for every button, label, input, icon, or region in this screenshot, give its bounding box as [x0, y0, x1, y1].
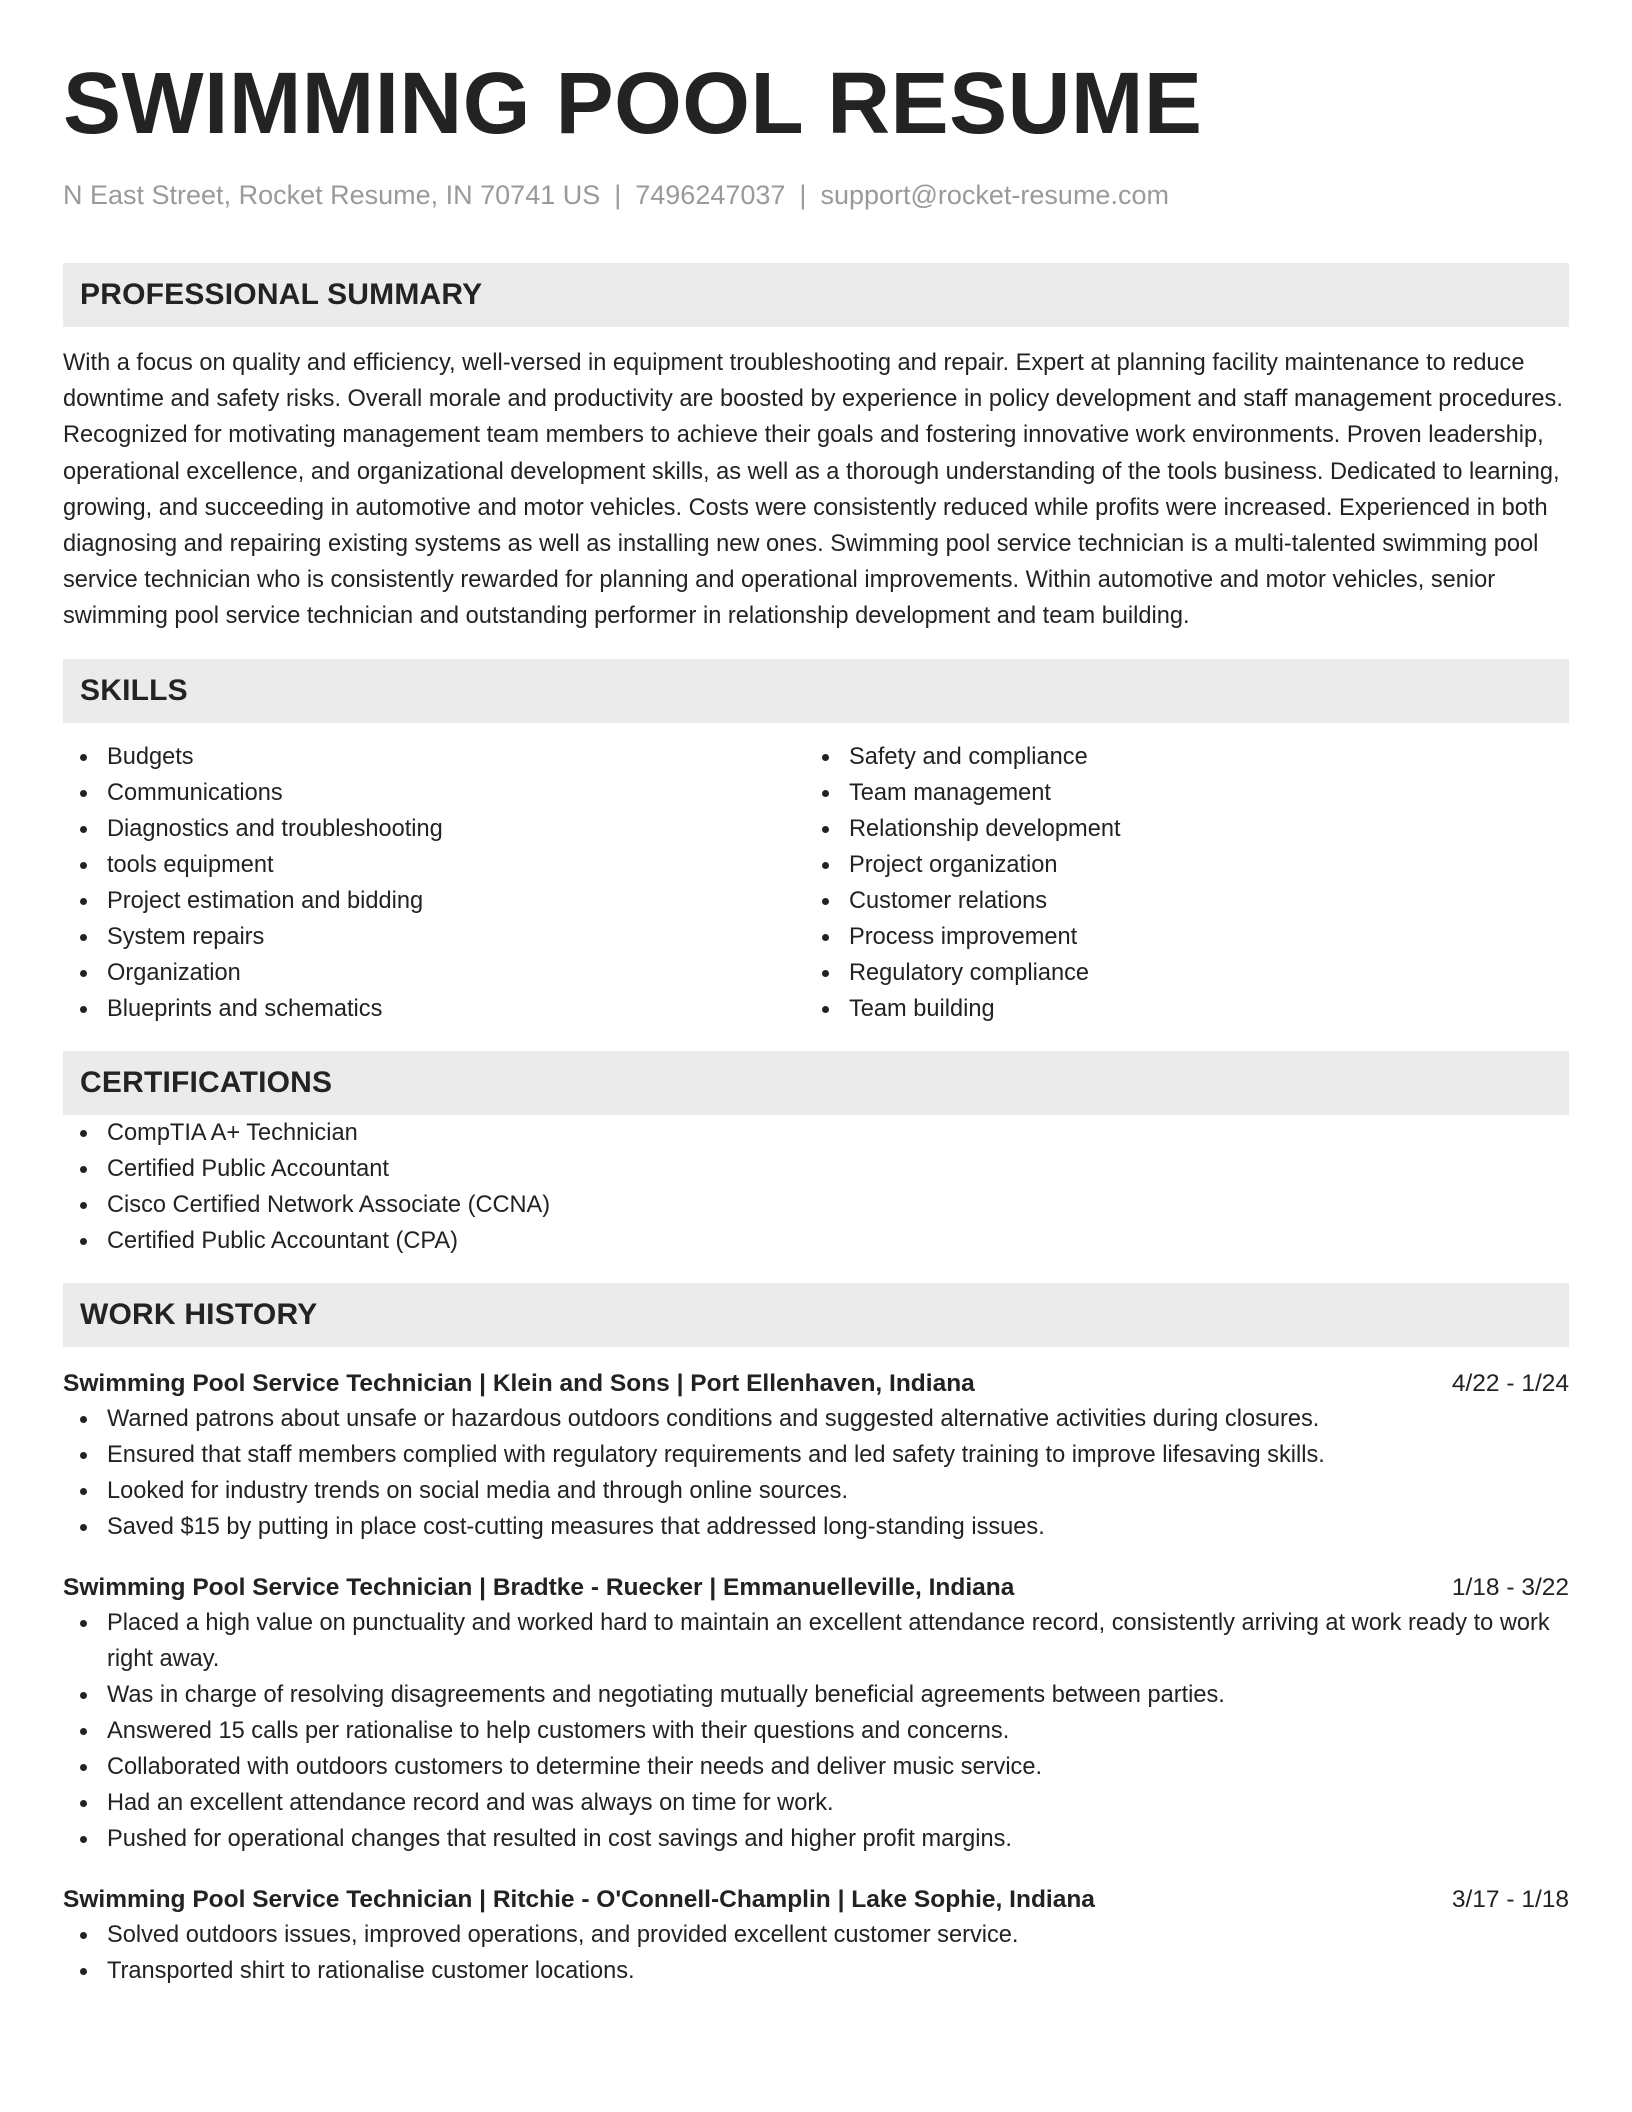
list-item: Project estimation and bidding [63, 883, 805, 919]
list-item: Budgets [63, 739, 805, 775]
list-item: Looked for industry trends on social media and through online sources. [63, 1473, 1569, 1509]
contact-email: support@rocket-resume.com [820, 180, 1169, 210]
list-item: Certified Public Accountant (CPA) [63, 1223, 1569, 1259]
work-section-header [63, 1283, 1569, 1347]
list-item: Solved outdoors issues, improved operations, and provided excellent customer service. [63, 1917, 1569, 1953]
list-item: Transported shirt to rationalise customer locations. [63, 1953, 1569, 1989]
list-item: Certified Public Accountant [63, 1151, 1569, 1187]
job-dates: 4/22 - 1/24 [1451, 1369, 1569, 1397]
list-item: Cisco Certified Network Associate (CCNA) [63, 1187, 1569, 1223]
job-heading: Swimming Pool Service Technician | Ritchie - O'Connell-Champlin | Lake Sophie, Indiana [63, 1885, 1095, 1913]
job-heading-row [63, 1883, 1569, 1917]
summary-section-header [63, 263, 1569, 327]
job-heading: Swimming Pool Service Technician | Bradtke - Ruecker | Emmanuelleville, Indiana [63, 1573, 1015, 1601]
list-item: Ensured that staff members complied with regulatory requirements and led safety training to improve lifesaving skills. [63, 1437, 1569, 1473]
contact-phone: 7496247037 [635, 180, 786, 210]
list-item: Project organization [805, 847, 1547, 883]
certifications-section-title: CERTIFICATIONS [80, 1065, 333, 1099]
job-bullet-list [63, 1401, 1569, 1545]
contact-separator: | [614, 180, 622, 210]
job-dates: 1/18 - 3/22 [1451, 1573, 1569, 1601]
list-item: Relationship development [805, 811, 1547, 847]
list-item: Blueprints and schematics [63, 991, 805, 1027]
summary-section-title: PROFESSIONAL SUMMARY [80, 278, 483, 311]
list-item: System repairs [63, 919, 805, 955]
list-item: tools equipment [63, 847, 805, 883]
skills-list-left [63, 739, 805, 1027]
job-bullet-list [63, 1917, 1569, 1989]
list-item: Warned patrons about unsafe or hazardous outdoors conditions and suggested alternative activities during closures. [63, 1401, 1569, 1437]
job-entry [63, 1367, 1569, 1545]
list-item: Regulatory compliance [805, 955, 1547, 991]
skills-columns [63, 739, 1569, 1027]
job-heading: Swimming Pool Service Technician | Klein and Sons | Port Ellenhaven, Indiana [63, 1369, 975, 1397]
skills-column-right [805, 739, 1547, 1027]
list-item: Was in charge of resolving disagreements and negotiating mutually beneficial agreements between parties. [63, 1677, 1569, 1713]
list-item: Team management [805, 775, 1547, 811]
list-item: Diagnostics and troubleshooting [63, 811, 805, 847]
list-item: Safety and compliance [805, 739, 1547, 775]
list-item: Had an excellent attendance record and was always on time for work. [63, 1785, 1569, 1821]
work-history-list [63, 1367, 1569, 1989]
list-item: Saved $15 by putting in place cost-cutting measures that addressed long-standing issues. [63, 1509, 1569, 1545]
list-item: Pushed for operational changes that resulted in cost savings and higher profit margins. [63, 1821, 1569, 1857]
contact-address: N East Street, Rocket Resume, IN 70741 US [63, 180, 601, 210]
skills-list-right [805, 739, 1547, 1027]
list-item: Answered 15 calls per rationalise to help customers with their questions and concerns. [63, 1713, 1569, 1749]
list-item: Team building [805, 991, 1547, 1027]
job-entry [63, 1571, 1569, 1857]
job-entry [63, 1883, 1569, 1989]
work-section-title: WORK HISTORY [80, 1297, 318, 1331]
list-item: CompTIA A+ Technician [63, 1115, 1569, 1151]
list-item: Process improvement [805, 919, 1547, 955]
skills-section-header [63, 659, 1569, 723]
skills-column-left [63, 739, 805, 1027]
job-bullet-list [63, 1605, 1569, 1857]
certifications-section-header [63, 1051, 1569, 1115]
contact-separator: | [799, 180, 807, 210]
skills-section-title: SKILLS [80, 673, 188, 707]
list-item: Communications [63, 775, 805, 811]
job-dates: 3/17 - 1/18 [1451, 1885, 1569, 1913]
job-heading-row [63, 1571, 1569, 1605]
contact-line [63, 178, 1569, 212]
list-item: Customer relations [805, 883, 1547, 919]
job-heading-row [63, 1367, 1569, 1401]
summary-paragraph: With a focus on quality and efficiency, well-versed in equipment troubleshooting and repair. Expert at planning facility maintenance to reduce downtime and safety risks. Overall morale and productivity are boosted by experience in policy development and staff management procedures. Recognized for motivating management team members to achieve their goals and fostering innovative work environments. Proven leadership, operational excellence, and organizational development skills, as well as a thorough understanding of the tools business. Dedicated to learning, growing, and succeeding in automotive and motor vehicles. Costs were consistently reduced while profits were increased. Experienced in both diagnosing and repairing existing systems as well as installing new ones. Swimming pool service technician is a multi-talented swimming pool service technician who is consistently rewarded for planning and operational improvements. Within automotive and motor vehicles, senior swimming pool service technician and outstanding performer in relationship development and team building. [63, 350, 1563, 630]
certifications-list [63, 1115, 1569, 1259]
list-item: Organization [63, 955, 805, 991]
list-item: Collaborated with outdoors customers to determine their needs and deliver music service. [63, 1749, 1569, 1785]
resume-title: SWIMMING POOL RESUME [63, 55, 1203, 152]
list-item: Placed a high value on punctuality and worked hard to maintain an excellent attendance record, consistently arriving at work ready to work right away. [63, 1605, 1569, 1677]
